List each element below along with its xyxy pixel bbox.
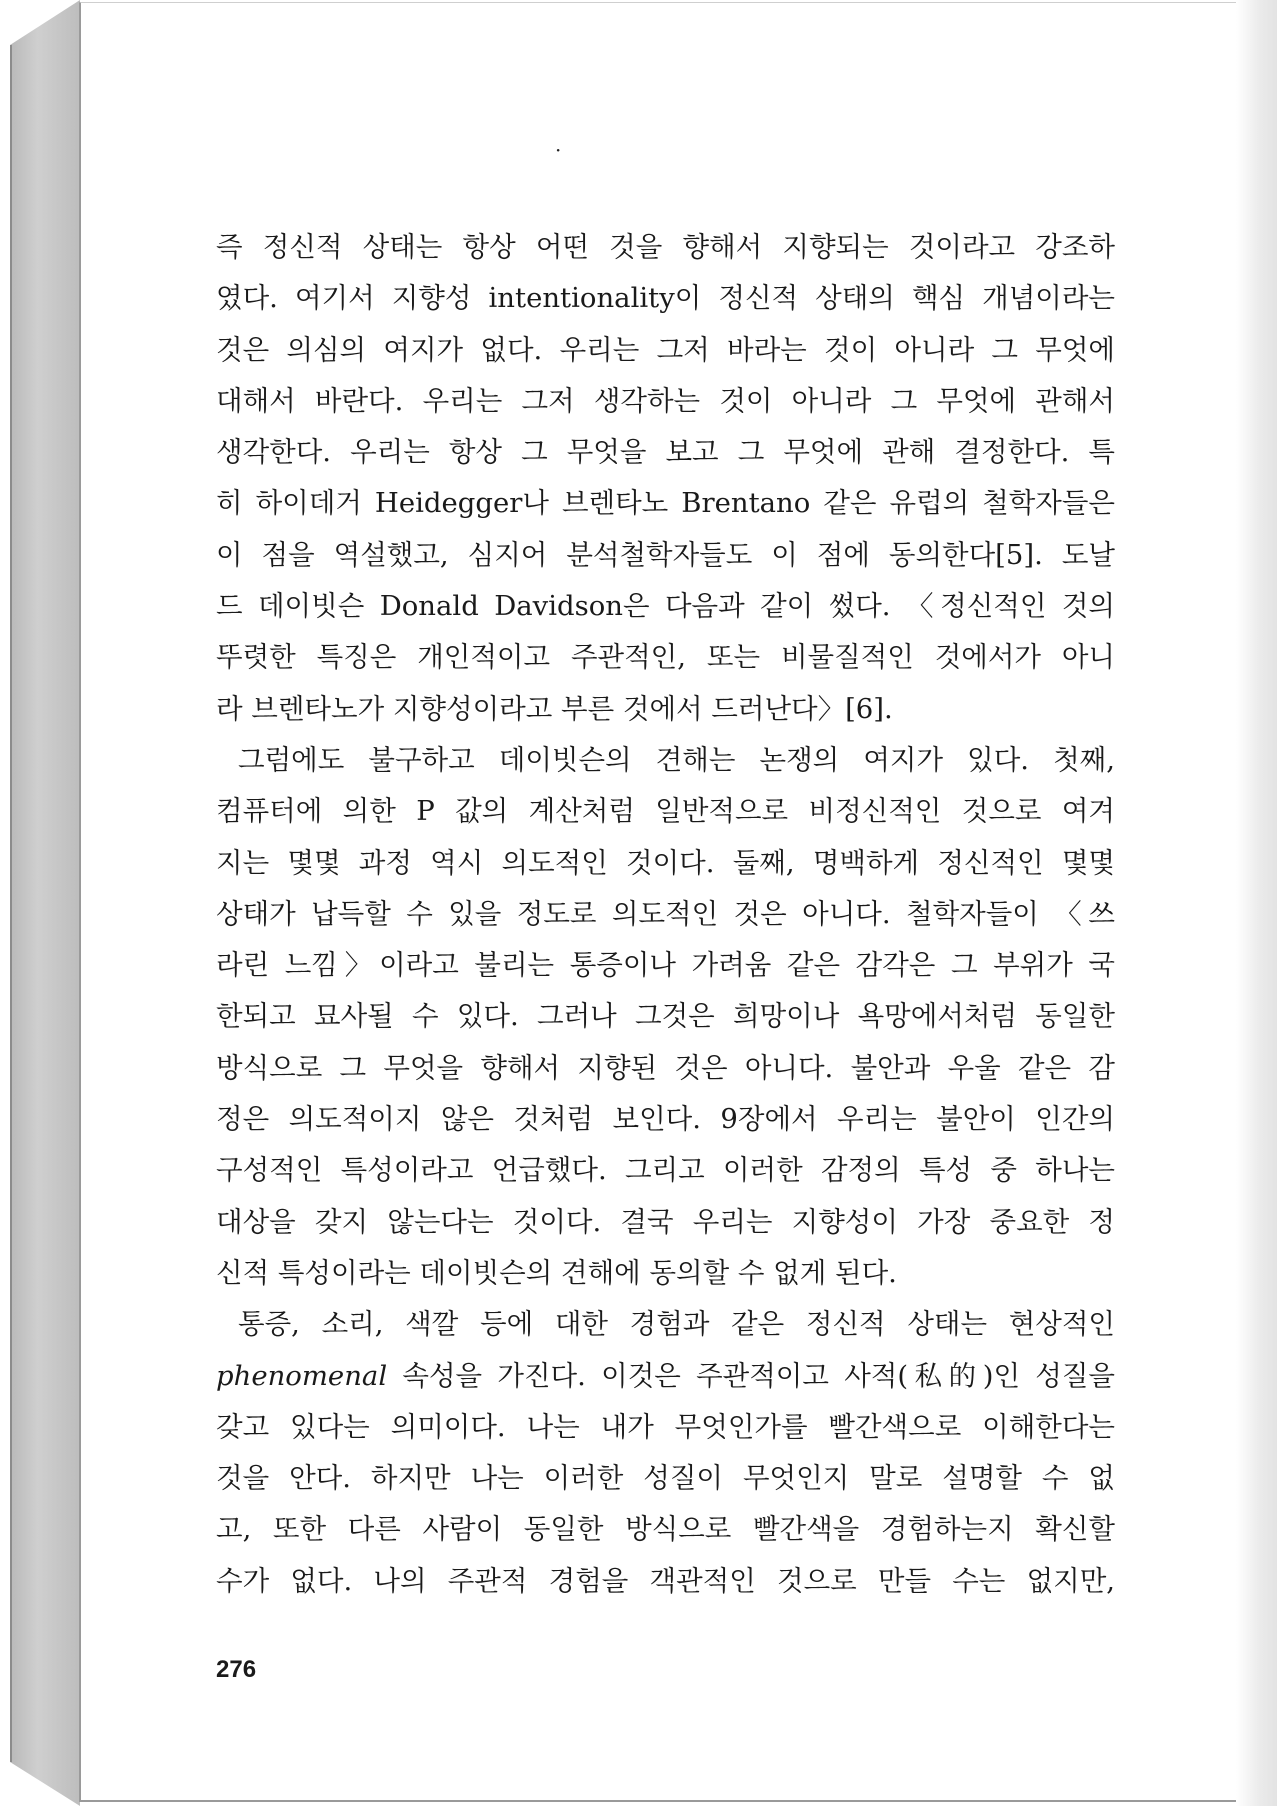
text-line: 생각한다. 우리는 항상 그 무엇을 보고 그 무엇에 관해 결정한다. 특 (216, 436, 1115, 469)
body-text (216, 222, 1115, 1607)
book-spine (10, 0, 80, 1806)
text-line: 즉 정신적 상태는 항상 어떤 것을 향해서 지향되는 것이라고 강조하 (216, 231, 1115, 263)
text-line: 수가 없다. 나의 주관적 경험을 객관적인 것으로 만들 수는 없지만, (216, 1564, 1115, 1597)
text-line: 방식으로 그 무엇을 향해서 지향된 것은 아니다. 불안과 우울 같은 감 (216, 1051, 1115, 1084)
text-line: 갖고 있다는 의미이다. 나는 내가 무엇인가를 빨간색으로 이해한다는 (216, 1410, 1115, 1443)
text-line: 라린 느낌〉이라고 불리는 통증이나 가려움 같은 감각은 그 부위가 국 (216, 949, 1115, 982)
text-line: 뚜렷한 특징은 개인적이고 주관적인, 또는 비물질적인 것에서가 아니 (216, 641, 1115, 674)
page-right-shadow (1236, 0, 1277, 1806)
text-line: 상태가 납득할 수 있을 정도로 의도적인 것은 아니다. 철학자들이 〈쓰 (216, 897, 1115, 930)
text-line: 대해서 바란다. 우리는 그저 생각하는 것이 아니라 그 무엇에 관해서 (216, 384, 1115, 417)
italic-term: phenomenal (216, 1359, 388, 1392)
text-line: 히 하이데거 Heidegger나 브렌타노 Brentano 같은 유럽의 철학자들은 (216, 487, 1115, 520)
text-line: 정은 의도적이지 않은 것처럼 보인다. 9장에서 우리는 불안이 인간의 (216, 1103, 1115, 1136)
text-line: 지는 몇몇 과정 역시 의도적인 것이다. 둘째, 명백하게 정신적인 몇몇 (216, 846, 1115, 879)
text-line: 통증, 소리, 색깔 등에 대한 경험과 같은 정신적 상태는 현상적인 (238, 1308, 1115, 1341)
page-number: 276 (216, 1656, 257, 1683)
text-line: 한되고 묘사될 수 있다. 그러나 그것은 희망이나 욕망에서처럼 동일한 (216, 1000, 1115, 1033)
text-line: 그럼에도 불구하고 데이빗슨의 견해는 논쟁의 여지가 있다. 첫째, (238, 743, 1115, 776)
text-line: 구성적인 특성이라고 언급했다. 그리고 이러한 감정의 특성 중 하나는 (216, 1154, 1115, 1187)
text-line: 컴퓨터에 의한 P 값의 계산처럼 일반적으로 비정신적인 것으로 여겨 (216, 795, 1115, 828)
text-line (216, 1351, 1115, 1402)
text-line: 고, 또한 다른 사람이 동일한 방식으로 빨간색을 경험하는지 확신할 (216, 1513, 1115, 1546)
text-line-rest: 속성을 가진다. 이것은 주관적이고 사적(私的)인 성질을 (402, 1359, 1115, 1392)
text-line: 라 브렌타노가 지향성이라고 부른 것에서 드러난다〉[6]. (216, 692, 893, 725)
top-mark: · (555, 138, 562, 162)
spine-edge-line (10, 45, 12, 1762)
text-line: 대상을 갖지 않는다는 것이다. 결국 우리는 지향성이 가장 중요한 정 (216, 1205, 1115, 1238)
text-line: 였다. 여기서 지향성 intentionality이 정신적 상태의 핵심 개념이라는 (216, 282, 1115, 315)
text-line: 것은 의심의 여지가 없다. 우리는 그저 바라는 것이 아니라 그 무엇에 (216, 333, 1115, 366)
text-line: 이 점을 역설했고, 심지어 분석철학자들도 이 점에 동의한다[5]. 도날 (216, 538, 1115, 571)
text-line: 드 데이빗슨 Donald Davidson은 다음과 같이 썼다. 〈정신적인 것의 (216, 590, 1115, 623)
text-line: 신적 특성이라는 데이빗슨의 견해에 동의할 수 없게 된다. (216, 1256, 897, 1289)
text-line: 것을 안다. 하지만 나는 이러한 성질이 무엇인지 말로 설명할 수 없 (216, 1462, 1115, 1495)
